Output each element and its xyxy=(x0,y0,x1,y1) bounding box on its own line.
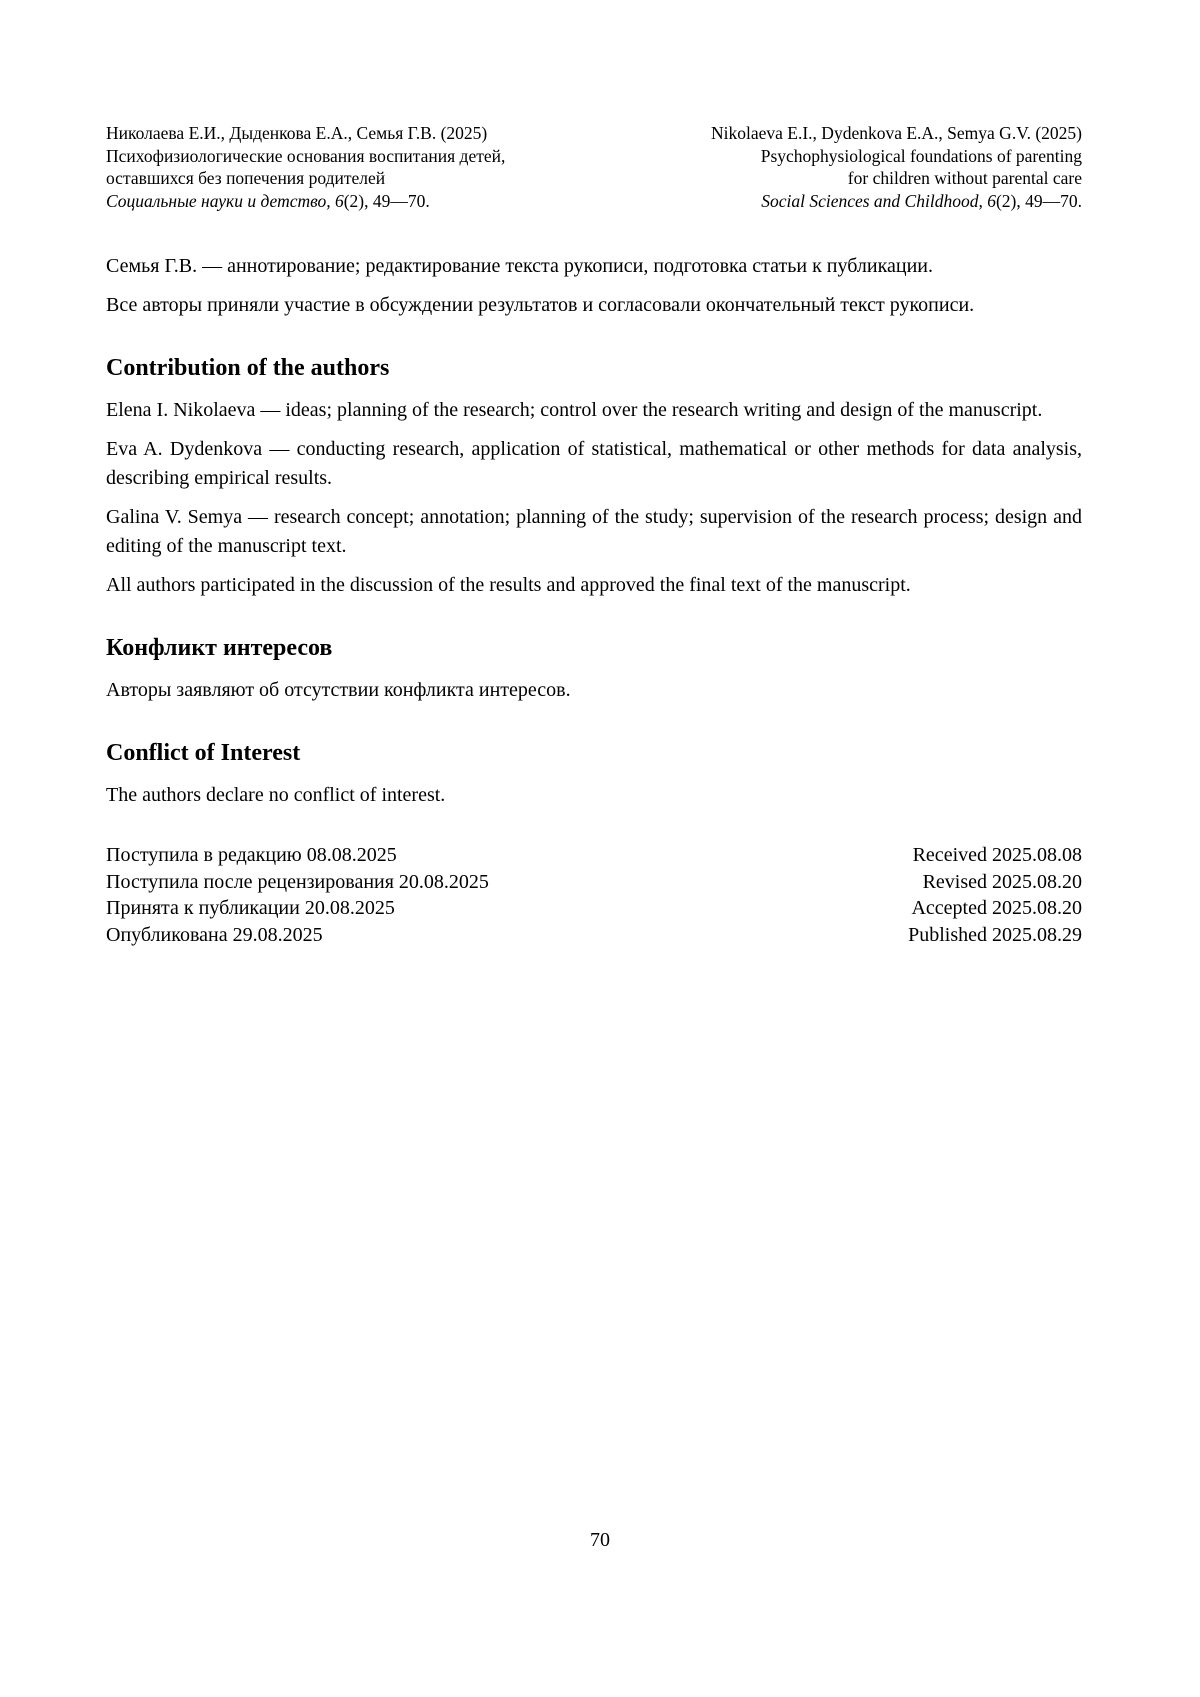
date-received-ru: Поступила в редакцию 08.08.2025 xyxy=(106,844,397,866)
journal-issue-ru: (2), 49—70. xyxy=(343,190,430,211)
journal-title-en: Social Sciences and Childhood, 6 xyxy=(761,190,996,211)
running-head-russian xyxy=(106,122,584,212)
paragraph-all-authors-ru: Все авторы приняли участие в обсуждении результатов и согласовали окончательный текст рукописи. xyxy=(106,294,975,316)
date-row-accepted xyxy=(106,895,1082,922)
citation-title-en-line1: Psychophysiological foundations of parenting xyxy=(760,145,1082,166)
date-row-received xyxy=(106,842,1082,869)
article-body xyxy=(106,252,1082,948)
running-head-english xyxy=(604,122,1082,212)
section-heading-contribution-en: Contribution of the authors xyxy=(106,355,390,381)
citation-title-ru-line2: оставшихся без попечения родителей xyxy=(106,168,386,188)
paragraph-all-authors-en: All authors participated in the discussion of the results and approved the final text of the manuscript. xyxy=(106,574,911,596)
citation-authors-ru: Николаева Е.И., Дыденкова Е.А., Семья Г.В. (2025) xyxy=(106,123,488,143)
date-row-published xyxy=(106,922,1082,949)
date-accepted-ru: Принята к публикации 20.08.2025 xyxy=(106,897,395,919)
paragraph-conflict-en: The authors declare no conflict of interest. xyxy=(106,784,446,806)
page-content xyxy=(106,122,1082,948)
journal-issue-en: (2), 49—70. xyxy=(995,190,1082,211)
page-number: 70 xyxy=(590,1529,610,1551)
date-row-revised xyxy=(106,869,1082,896)
citation-title-en-line2: for children without parental care xyxy=(847,168,1082,188)
date-revised-en: Revised 2025.08.20 xyxy=(922,870,1082,893)
paragraph-contribution-semya-en: Galina V. Semya — research concept; annotation; planning of the study; supervision of the research process; design and editing of the manuscript text. xyxy=(106,506,1082,557)
date-accepted-en: Accepted 2025.08.20 xyxy=(911,897,1082,919)
article-dates xyxy=(106,842,1082,948)
date-received-en: Received 2025.08.08 xyxy=(912,844,1082,866)
journal-title-ru: Социальные науки и детство, 6 xyxy=(106,190,344,211)
citation-journal-en xyxy=(604,190,1082,213)
paragraph-contribution-dydenkova-en: Eva A. Dydenkova — conducting research, application of statistical, mathematical or other methods for data analysis, describing empirical results. xyxy=(106,438,1082,489)
section-heading-conflict-en: Conflict of Interest xyxy=(106,740,301,766)
date-revised-ru: Поступила после рецензирования 20.08.2025 xyxy=(106,870,489,893)
citation-journal-ru xyxy=(106,190,584,213)
running-head xyxy=(106,122,1082,212)
date-published-en: Published 2025.08.29 xyxy=(908,923,1082,946)
citation-authors-en: Nikolaeva E.I., Dydenkova E.A., Semya G.V. (2025) xyxy=(711,123,1082,143)
paragraph-conflict-ru: Авторы заявляют об отсутствии конфликта интересов. xyxy=(106,679,571,701)
paragraph-contribution-semya-ru: Семья Г.В. — аннотирование; редактирование текста рукописи, подготовка статьи к публикации. xyxy=(106,255,934,277)
paragraph-contribution-nikolaeva-en: Elena I. Nikolaeva — ideas; planning of the research; control over the research writing and design of the manuscript. xyxy=(106,399,1043,421)
date-published-ru: Опубликована 29.08.2025 xyxy=(106,923,323,946)
citation-title-ru-line1: Психофизиологические основания воспитания детей, xyxy=(106,145,506,166)
section-heading-conflict-ru: Конфликт интересов xyxy=(106,635,333,661)
